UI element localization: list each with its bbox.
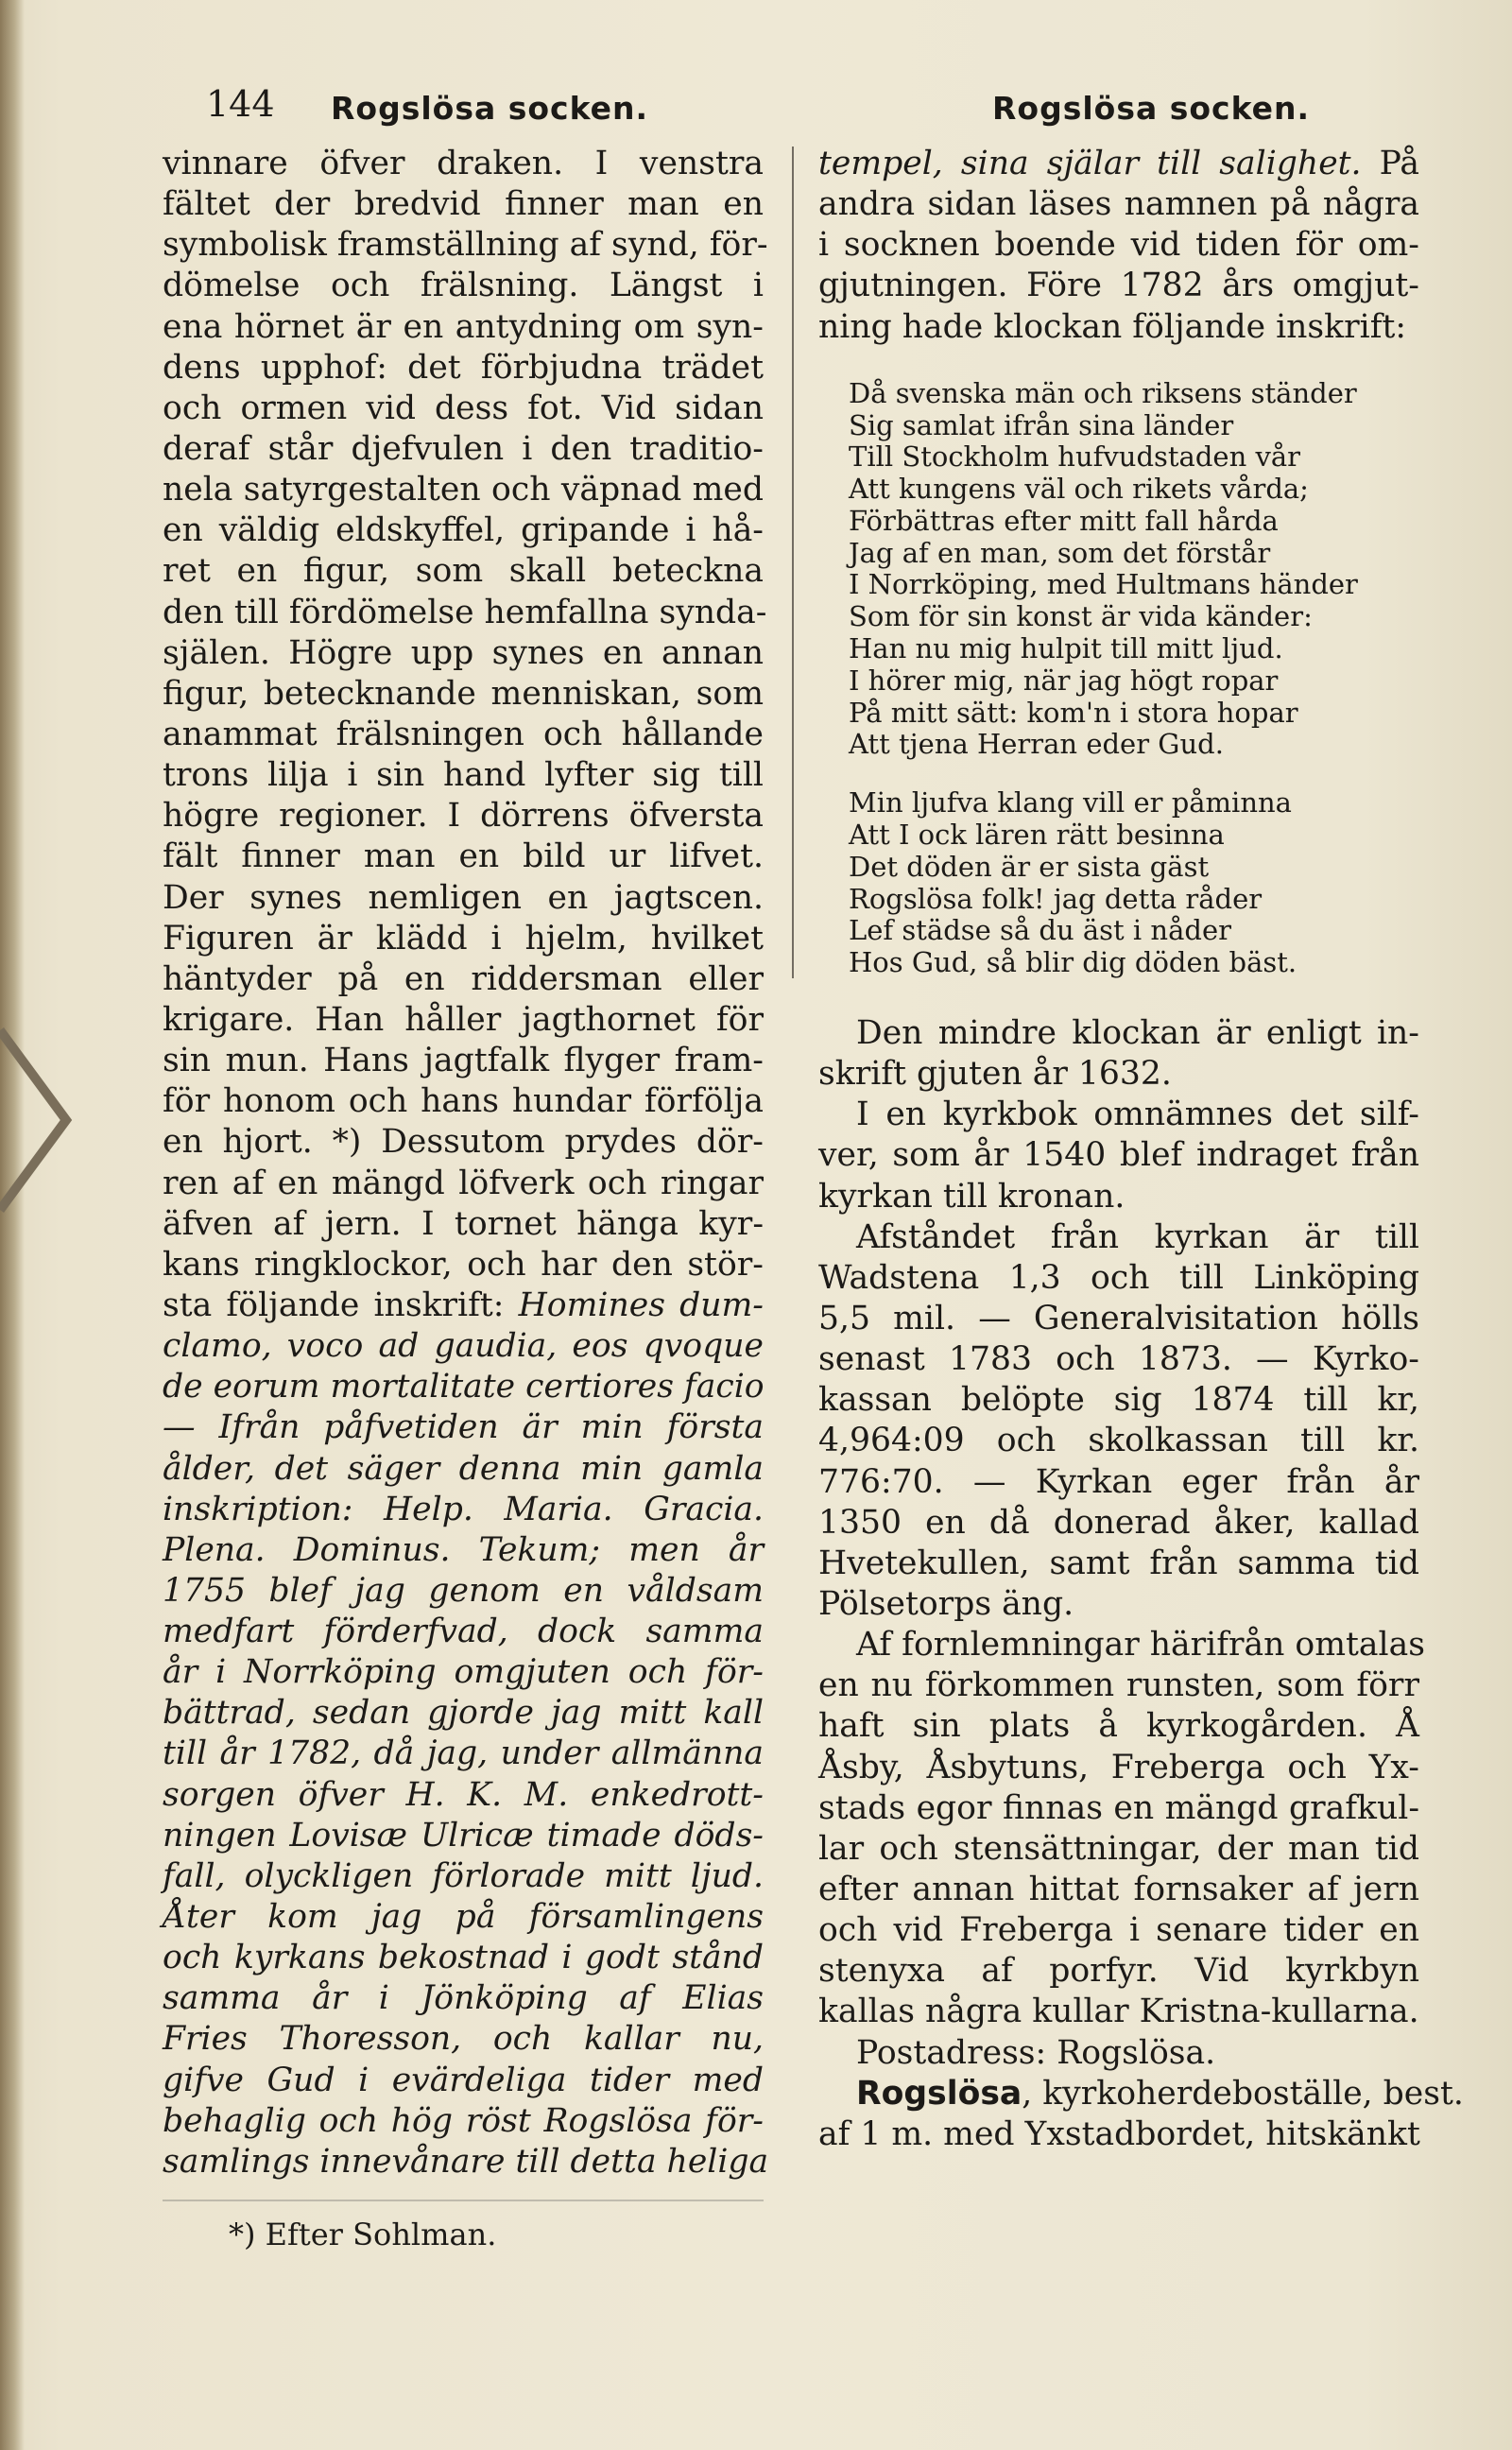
text: Pölsetorps äng.	[818, 1585, 1074, 1624]
text-line	[163, 1449, 764, 1490]
text-line	[818, 1503, 1419, 1544]
italic-text: samlings innevånare till detta heliga	[163, 2142, 769, 2181]
text: Der synes nemligen en jagtscen.	[163, 878, 764, 917]
italic-text: tempel, sina själar till salighet.	[818, 145, 1362, 182]
text: stads egor finnas en mängd grafkul-	[818, 1788, 1419, 1827]
running-header-left: Rogslösa socken.	[331, 90, 649, 127]
italic-text: Plena. Dominus. Tekum; men år	[163, 1530, 764, 1569]
text-line	[818, 1951, 1419, 1992]
text: Postadress: Rogslösa.	[856, 2033, 1216, 2072]
italic-text: 1755 blef jag genom en våldsam	[163, 1571, 764, 1610]
text-line	[163, 1122, 764, 1163]
text: skrift gjuten år 1632.	[818, 1055, 1172, 1094]
text-line	[818, 1054, 1419, 1095]
text-line	[163, 144, 764, 184]
text-line	[818, 2074, 1464, 2114]
italic-text: ålder, det säger denna min gamla	[163, 1449, 764, 1488]
text-line	[818, 1992, 1419, 2032]
italic-text: Homines dum-	[518, 1285, 764, 1324]
verse-line: Sig samlat ifrån sina länder	[849, 408, 1234, 441]
text: trons lilja i sin hand lyfter sig till	[163, 756, 764, 795]
text: deraf står djefvulen i den traditio-	[163, 429, 764, 468]
text: en nu förkommen runsten, som förr	[818, 1666, 1419, 1705]
text-line	[163, 1693, 764, 1734]
text: På	[1361, 145, 1419, 182]
text-line	[818, 1748, 1419, 1788]
text: anammat frälsningen och hållande	[163, 715, 764, 753]
text: den till fördömelse hemfallna synda-	[163, 593, 767, 631]
verse-line: I Norrköping, med Hultmans händer	[849, 568, 1358, 601]
bold-term: Rogslösa	[856, 2074, 1022, 2113]
text: själen. Högre upp synes en annan	[163, 633, 764, 672]
verse-line: Han nu mig hulpit till mitt ljud.	[849, 632, 1283, 665]
text: kallas några kullar Kristna-kullarna.	[818, 1993, 1419, 2031]
text: Den mindre klockan är enligt in-	[856, 1014, 1419, 1053]
text-line	[818, 266, 1419, 306]
italic-text: Åter kom jag på församlingens	[163, 1898, 764, 1937]
page-tab-marker	[0, 1021, 76, 1219]
text: Åsby, Åsbytuns, Freberga och Yx-	[818, 1748, 1419, 1786]
text-line	[818, 1339, 1419, 1380]
text-line	[163, 307, 764, 348]
text: Afståndet från kyrkan är till	[856, 1217, 1419, 1256]
text-line	[163, 674, 764, 715]
text-line	[818, 1380, 1419, 1421]
text-line	[163, 1856, 764, 1897]
text: ret en figur, som skall beteckna	[163, 552, 764, 591]
text-line	[163, 959, 764, 1000]
text-line	[163, 1978, 764, 2019]
text-line	[163, 348, 764, 388]
text: ena hörnet är en antydning om syn-	[163, 307, 764, 346]
text-line	[163, 1490, 764, 1530]
text-line	[818, 1462, 1419, 1503]
italic-text: inskription: Help. Maria. Gracia.	[163, 1490, 764, 1528]
text-line	[163, 1734, 764, 1774]
italic-text: till år 1782, då jag, under allmänna	[163, 1734, 764, 1773]
text-line	[818, 1421, 1419, 1461]
text: figur, betecknande menniskan, som	[163, 674, 764, 713]
text: fältet der bredvid finner man en	[163, 185, 764, 224]
footnote: *) Efter Sohlman.	[229, 2217, 497, 2252]
text-line	[163, 633, 764, 674]
text: i socknen boende vid tiden för om-	[818, 226, 1419, 265]
verse-line: Lef städse så du äst i nåder	[849, 914, 1231, 947]
verse-line: Min ljufva klang vill er påminna	[849, 786, 1292, 820]
verse-line: Det döden är er sista gäst	[849, 850, 1210, 883]
italic-text: clamo, voco ad gaudia, eos qvoque	[163, 1327, 764, 1366]
left-column	[163, 144, 769, 2183]
text-line	[818, 1829, 1419, 1870]
text-line	[818, 1095, 1419, 1135]
italic-text: medfart förderfvad, dock samma	[163, 1613, 764, 1651]
verse-line: Jag af en man, som det förstår	[849, 536, 1271, 569]
text: symbolisk framställning af synd, för-	[163, 226, 768, 265]
text: Af fornlemningar härifrån omtalas	[856, 1626, 1425, 1665]
text: Hvetekullen, samt från samma tid	[818, 1544, 1419, 1582]
verse-line: Att kungens väl och rikets vårda;	[849, 473, 1309, 506]
text-line	[163, 2019, 764, 2060]
text-line	[818, 184, 1419, 225]
text: ning hade klockan följande inskrift:	[818, 307, 1407, 346]
text: 4,964:09 och skolkassan till kr.	[818, 1422, 1419, 1460]
text-line	[163, 510, 764, 551]
text-line	[818, 1870, 1419, 1910]
text: I en kyrkbok omnämnes det silf-	[856, 1096, 1419, 1134]
text: sta följande inskrift:	[163, 1285, 519, 1324]
text: Figuren är klädd i hjelm, hvilket	[163, 919, 764, 958]
verse-line: I hörer mig, när jag högt ropar	[849, 664, 1279, 697]
text-line	[163, 1612, 764, 1652]
italic-text: gifve Gud i evärdeliga tider med	[163, 2061, 764, 2099]
text-line	[163, 1245, 764, 1285]
text-line	[163, 1326, 764, 1367]
text-line	[818, 144, 1419, 184]
text: stenyxa af porfyr. Vid kyrkbyn	[818, 1952, 1419, 1991]
text: fält finner man en bild ur lifvet.	[163, 837, 764, 876]
text-line	[163, 2142, 769, 2183]
text-line	[818, 1258, 1419, 1299]
text-line	[163, 184, 764, 225]
text: för honom och hans hundar förfölja	[163, 1082, 764, 1121]
text: ver, som år 1540 blef indraget från	[818, 1136, 1419, 1175]
italic-text: behaglig och hög röst Rogslösa för-	[163, 2101, 764, 2140]
text: en hjort. *) Dessutom prydes dör-	[163, 1123, 764, 1162]
text-line	[163, 2061, 764, 2101]
text-line	[818, 1584, 1419, 1625]
right-column	[818, 144, 1464, 2155]
text: vinnare öfver draken. I venstra	[163, 145, 764, 182]
text: kans ringklockor, och har den stör-	[163, 1245, 764, 1284]
italic-text: sorgen öfver H. K. M. enkedrott-	[163, 1775, 764, 1814]
text-line	[163, 1816, 764, 1856]
italic-text: och kyrkans bekostnad i godt stånd	[163, 1939, 764, 1977]
verse-line: Att tjena Herran eder Gud.	[849, 728, 1224, 761]
text: äfven af jern. I tornet hänga kyr-	[163, 1204, 764, 1243]
text-line	[163, 225, 768, 266]
text-line	[818, 1544, 1419, 1584]
text-line	[163, 593, 767, 633]
text-line	[163, 1407, 764, 1448]
text-line	[163, 878, 764, 919]
column-divider	[792, 147, 794, 978]
text: Wadstena 1,3 och till Linköping	[818, 1258, 1419, 1297]
text-line	[818, 1299, 1419, 1339]
text-line	[163, 1204, 764, 1245]
footnote-rule	[163, 2200, 764, 2201]
verse-line: Att I ock lären rätt besinna	[849, 819, 1225, 852]
text-line	[163, 266, 764, 306]
text-line	[818, 1013, 1419, 1054]
text-line	[163, 429, 764, 470]
text: ren af en mängd löfverk och ringar	[163, 1164, 764, 1202]
text-line	[818, 1135, 1419, 1176]
text: en väldig eldskyffel, gripande i hå-	[163, 511, 764, 550]
text-line	[163, 551, 764, 592]
text-line	[163, 755, 764, 796]
text: , kyrkoherdeboställe, best.	[1022, 2074, 1464, 2113]
text: dens upphof: det förbjudna trädet	[163, 348, 764, 387]
italic-text: år i Norrköping omgjuten och för-	[163, 1653, 764, 1692]
text: 776:70. — Kyrkan eger från år	[818, 1462, 1419, 1501]
text: nela satyrgestalten och väpnad med	[163, 471, 764, 509]
text-line	[163, 1571, 764, 1612]
text-line	[163, 1938, 764, 1978]
text-line	[818, 1625, 1425, 1665]
text-line	[163, 1000, 764, 1041]
text-line	[818, 1788, 1419, 1829]
text: och ormen vid dess fot. Vid sidan	[163, 388, 764, 427]
text: efter annan hittat fornsaker af jern	[818, 1871, 1419, 1908]
text: andra sidan läses namnen på några	[818, 185, 1419, 224]
italic-text: de eorum mortalitate certiores facio	[163, 1368, 765, 1406]
italic-text: — Ifrån påfvetiden är min första	[163, 1408, 764, 1447]
page-number: 144	[206, 83, 275, 125]
text-line	[818, 1177, 1419, 1217]
verse-line: Rogslösa folk! jag detta råder	[849, 882, 1263, 915]
text-line	[163, 1041, 764, 1081]
text-line	[818, 1706, 1419, 1747]
text: och vid Freberga i senare tider en	[818, 1911, 1419, 1950]
text-line	[818, 2033, 1419, 2074]
text: af 1 m. med Yxstadbordet, hitskänkt	[818, 2114, 1420, 2153]
text: 1350 en då donerad åker, kallad	[818, 1503, 1419, 1542]
text-line	[818, 1910, 1419, 1951]
binding-edge	[0, 0, 25, 2450]
text-line	[163, 470, 764, 510]
text: kyrkan till kronan.	[818, 1177, 1125, 1216]
text-line	[163, 919, 764, 959]
italic-text: samma år i Jönköping af Elias	[163, 1979, 764, 2018]
text: 5,5 mil. — Generalvisitation hölls	[818, 1300, 1419, 1338]
italic-text: ningen Lovisæ Ulricæ timade döds-	[163, 1816, 764, 1855]
text-line	[163, 796, 764, 837]
verse-line: På mitt sätt: kom'n i stora hopar	[849, 696, 1298, 729]
text: senast 1783 och 1873. — Kyrko-	[818, 1340, 1419, 1379]
verse-line: Hos Gud, så blir dig döden bäst.	[849, 946, 1297, 979]
text-line	[163, 2101, 764, 2142]
text-line	[163, 837, 764, 877]
text-line	[163, 1081, 764, 1122]
text-line	[163, 1285, 764, 1326]
text-line	[163, 1367, 764, 1407]
italic-text: fall, olyckligen förlorade mitt ljud.	[163, 1856, 764, 1895]
text-line	[818, 225, 1419, 266]
text-line	[818, 1665, 1419, 1706]
text: sin mun. Hans jagtfalk flyger fram-	[163, 1042, 764, 1080]
verse-line: Till Stockholm hufvudstaden vår	[849, 440, 1301, 474]
text: dömelse och frälsning. Längst i	[163, 267, 764, 305]
text: häntyder på en riddersman eller	[163, 959, 764, 998]
text: kassan belöpte sig 1874 till kr,	[818, 1381, 1419, 1420]
text: lar och stensättningar, der man tid	[818, 1829, 1419, 1868]
text: haft sin plats å kyrkogården. Å	[818, 1707, 1419, 1746]
text-line	[163, 715, 764, 755]
text-line	[163, 1530, 764, 1571]
text-line	[163, 1652, 764, 1693]
italic-text: bättrad, sedan gjorde jag mitt kall	[163, 1694, 764, 1733]
running-header-right: Rogslösa socken.	[992, 90, 1311, 127]
verse-line: Då svenska män och riksens ständer	[849, 376, 1357, 409]
text-line	[818, 2114, 1419, 2155]
text-line	[163, 1164, 764, 1204]
text: gjutningen. Före 1782 års omgjut-	[818, 267, 1419, 305]
text-line	[163, 1897, 764, 1938]
text-line	[818, 1217, 1419, 1258]
text-line	[163, 388, 764, 429]
text-line	[163, 1775, 764, 1816]
verse-line: Som för sin konst är vida känder:	[849, 600, 1313, 633]
italic-text: Fries Thoresson, och kallar nu,	[163, 2020, 764, 2059]
text-line	[818, 307, 1419, 348]
text: högre regioner. I dörrens öfversta	[163, 797, 764, 836]
text: krigare. Han håller jagthornet för	[163, 1000, 764, 1039]
verse-line: Förbättras efter mitt fall hårda	[849, 504, 1279, 537]
